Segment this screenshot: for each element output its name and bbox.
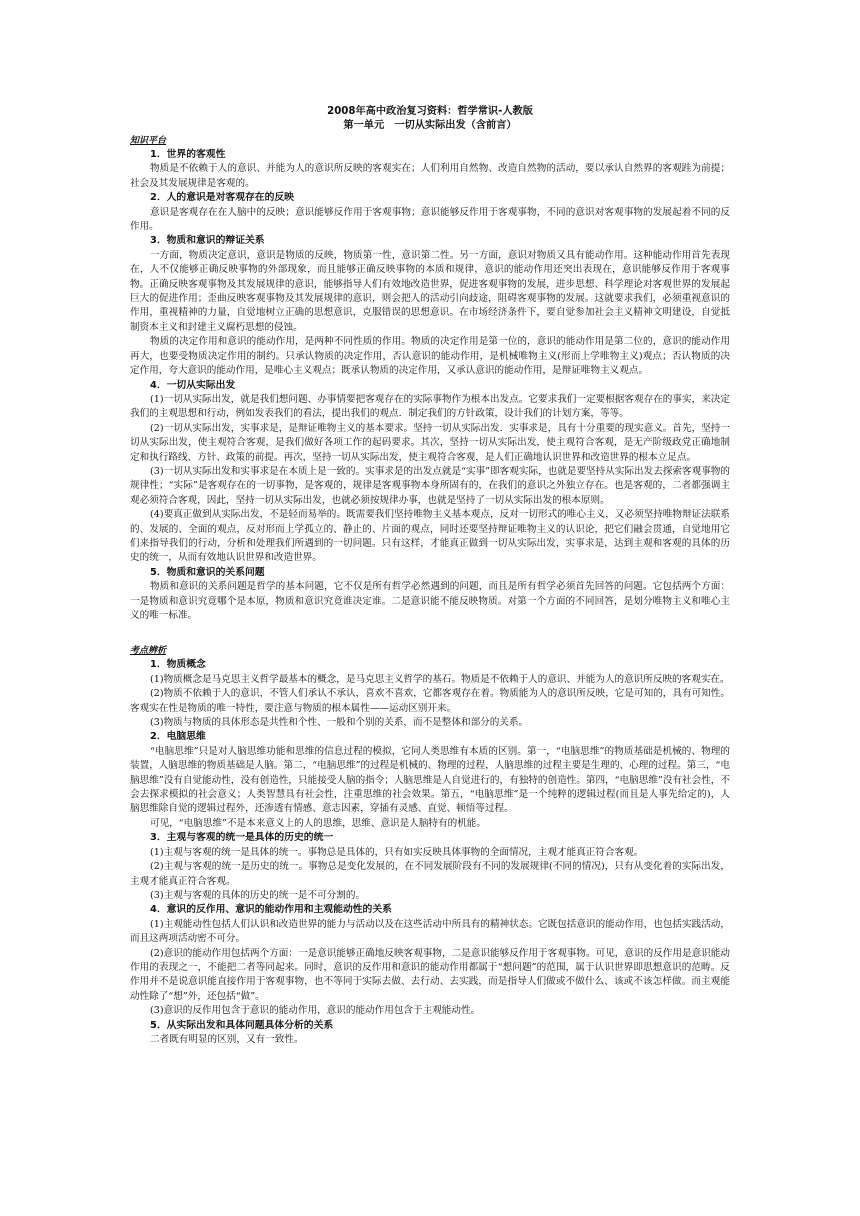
paragraph: (4)要真正做到从实际出发，不是轻而易举的。既需要我们坚持唯物主义基本观点，反对一切形式的唯心主义，又必须坚持唯物辩证法联系的、发展的、全面的观点，反对形而上学孤立的、静止的、片面的观点，同时还要坚持辩证唯物主义的认识论，把它们融会贯通，自觉地用它们来指导我们的行动，分析和处理我们所遇到的一切问题。只有这样，才能真正做到一切从实际出发，实事求是，达到主观和客观的具体的历史的统一，从而有效地认识世界和改造世界。 [130,509,730,564]
item-heading: 2．人的意识是对客观存在的反映 [150,192,294,204]
paragraph: (3)主观与客观的具体的历史的统一是不可分割的。 [150,889,366,901]
paragraph: “电脑思维”只是对人脑思维功能和思维的信息过程的模拟，它同人类思维有本质的区别。第一，“电脑思维”的物质基础是机械的、物理的装置，人脑思维的物质基础是人脑。第二，“电脑思维”的过程是机械的、物理的过程，人脑思维的过程主要是生理的、心理的过程。第三，“电脑思维”没有自觉能动性，没有创造性，只能接受人脑的指令；人脑思维是人自觉进行的，有独特的创造性。第四，“电脑思维”没有社会性，不会去探求模拟的社会意义；人类智慧具有社会性，注重思维的社会效果。第五，“电脑思维”是一个纯粹的逻辑过程(而且是人事先给定的)，人脑思维除自觉的逻辑过程外，还渗透有情感、意志因素，穿插有灵感、直觉、顿悟等过程。 [130,745,730,815]
item-heading: 1．物质概念 [150,659,206,671]
paragraph: 物质是不依赖于人的意识、并能为人的意识所反映的客观实在；人们利用自然物、改造自然物的活动，要以承认自然界的客观跬为前提；社会及其发展规律是客观的。 [130,163,730,189]
paragraph: (1)主观能动性包括人们认识和改造世界的能力与活动以及在这些活动中所具有的精神状态。它既包括意识的能动作用，也包括实践活动，而且这两项活动密不可分。 [130,918,730,945]
section-analysis [130,658,730,1047]
item-heading: 4．一切从实际出发 [150,379,236,391]
paragraph: (2)物质不依赖于人的意识，不管人们承认不承认，喜欢不喜欢，它都客观存在着。物质能为人的意识所反映，它是可知的，具有可知性。客观实在性是物质的唯一特性，要注意与物质的根本属性——运动区别开来。 [130,688,730,714]
document-title: 2008年高中政治复习资料：哲学常识-人教版 [327,106,533,117]
paragraph: (3)一切从实际出发和实事求是在本质上是一致的。实事求是的出发点就是“实事”即客观实际，也就是要坚持从实际出发去探索客观事物的规律性；“实际”是客观存在的一切事物，是客观的，规律是客观事物本身所固有的，在我们的意识之外独立存在。也是客观的，二者都强调主观必须符合客观，因此，坚持一切从实际出发，也就必须按规律办事，也就是坚持了一切从实际出发的根本原则。 [130,465,730,506]
paragraph: 意识是客观存在在人脑中的反映；意识能够反作用于客观事物；意识能够反作用于客观事物，不同的意识对客观事物的发展起着不同的反作用。 [130,206,730,233]
paragraph: 一方面，物质决定意识，意识是物质的反映，物质第一性，意识第二性。另一方面，意识对物质又具有能动作用。这种能动作用首先表现在，人不仅能够正确反映事物的外部现象，而且能够正确反映事物的本质和规律，意识的能动作用还突出表现在，意识能够反作用于客观事物。正确反映客观事物及其发展规律的意识，能够指导人们有效地改造世界，促进客观事物的发展，进步思想、科学理论对客观世界的发展起巨大的促进作用；歪曲反映客观事物及其发展规律的意识，则会把人的活动引向歧途，阻碍客观事物的发展。这就要求我们，必须重视意识的作用，重视精神的力量，自觉地树立正确的思想意识，克服错误的思想意识。在市场经济条件下，要自觉参加社会主义精神文明建设，自觉抵制资本主义和封建主义腐朽思想的侵蚀。 [130,249,730,333]
section-label-knowledge: 知识平台 [130,136,167,146]
item-heading: 1．世界的客观性 [150,149,226,160]
item-heading: 5．从实际出发和具体问题具体分析的关系 [150,1019,334,1031]
section-knowledge [130,148,730,623]
paragraph: 物质的决定作用和意识的能动作用，是两种不同性质的作用。物质的决定作用是第一位的，意识的能动作用是第二位的，意识的能动作用再大，也要受物质决定作用的制约。只承认物质的决定作用，否认意识的能动作用，是机械唯物主义(形而上学唯物主义)观点；否认物质的决定作用，夸大意识的能动作用，是唯心主义观点；既承认物质的决定作用，又承认意识的能动作用，是辩证唯物主义观点。 [130,336,730,377]
paragraph: 二者既有明显的区别，又有一致性。 [150,1033,304,1045]
item-heading: 2．电脑思维 [150,731,206,743]
document-subtitle: 第一单元 一切从实际出发（含前言） [343,120,517,131]
section-label-analysis: 考点辨析 [130,646,167,657]
paragraph: (2)意识的能动作用包括两个方面：一是意识能够正确地反映客观事物，二是意识能够反作用于客观事物。可见，意识的反作用是意识能动作用的表现之一，不能把二者等同起来。同时，意识的反作用和意识的能动作用都属于“想问题”的范围，属于认识世界即思想意识的范畴。反作用并不是说意识能直接作用于客观事物，也不等同于实际去做、去行动、去实践，而是指导人们做或不做什么、该或不该怎样做。而主观能动性除了“想”外，还包括“做”。 [130,947,730,1002]
paragraph: (2)一切从实际出发，实事求是，是辩证唯物主义的基本要求。坚持一切从实际出发．实事求是，具有十分重要的现实意义。首先，坚持一切从实际出发，使主观符合客观，是我们做好各项工作的起码要求。其次，坚持一切从实际出发，使主观符合客观，是无产阶级政党正确地制定和执行路线、方针、政策的前提。再次，坚持一切从实际出发，使主观符合客观，是人们正确地认识世界和改造世界的根本立足点。 [130,422,730,463]
document-body [130,105,730,1047]
item-heading: 3．物质和意识的辩证关系 [150,235,265,247]
paragraph: (1)一切从实际出发，就是我们想问题、办事情要把客观存在的实际事物作为根本出发点。它要求我们一定要根据客观存在的事实，来决定我们的主观思想和行动，例如发表我们的看法，提出我们的观点．制定我们的方针政策，设计我们的计划方案，等等。 [130,393,730,420]
item-heading: 5．物质和意识的关系问题 [150,566,265,578]
item-heading: 4．意识的反作用、意识的能动作用和主观能动性的关系 [150,904,392,916]
paragraph: (3)意识的反作用包含于意识的能动作用，意识的能动作用包含于主观能动性。 [150,1005,481,1017]
paragraph: (1)物质概念是马克思主义哲学最基本的概念，是马克思主义哲学的基石。物质是不依赖于人的意识、并能为人的意识所反映的客观实在。 [150,673,730,685]
paragraph: (1)主观与客观的统一是具体的统一。事物总是具体的，只有如实反映具体事物的全面情况，主观才能真正符合客观。 [150,846,644,858]
item-heading: 3．主观与客观的统一是具体的历史的统一 [150,832,334,844]
paragraph: 物质和意识的关系问题是哲学的基本问题，它不仅是所有哲学必然遇到的问题，而且是所有哲学必须首先回答的问题。它包括两个方面：一是物质和意识究竟哪个是本原，物质和意识究竟谁决定谁。二是意识能不能反映物质。对第一个方面的不同回答，是划分唯物主义和唯心主义的唯一标准。 [130,581,730,621]
paragraph: (2)主观与客观的统一是历史的统一。事物总是变化发展的，在不同发展阶段有不同的发展规律(不同的情况)，只有从变化着的实际出发，主观才能真正符合客观。 [130,861,730,887]
paragraph: 可见，“电脑思维”不是本来意义上的人的思维，思维、意识是人脑特有的机能。 [150,817,486,829]
paragraph: (3)物质与物质的具体形态是共性和个性、一般和个别的关系，而不是整体和部分的关系。 [150,717,529,729]
